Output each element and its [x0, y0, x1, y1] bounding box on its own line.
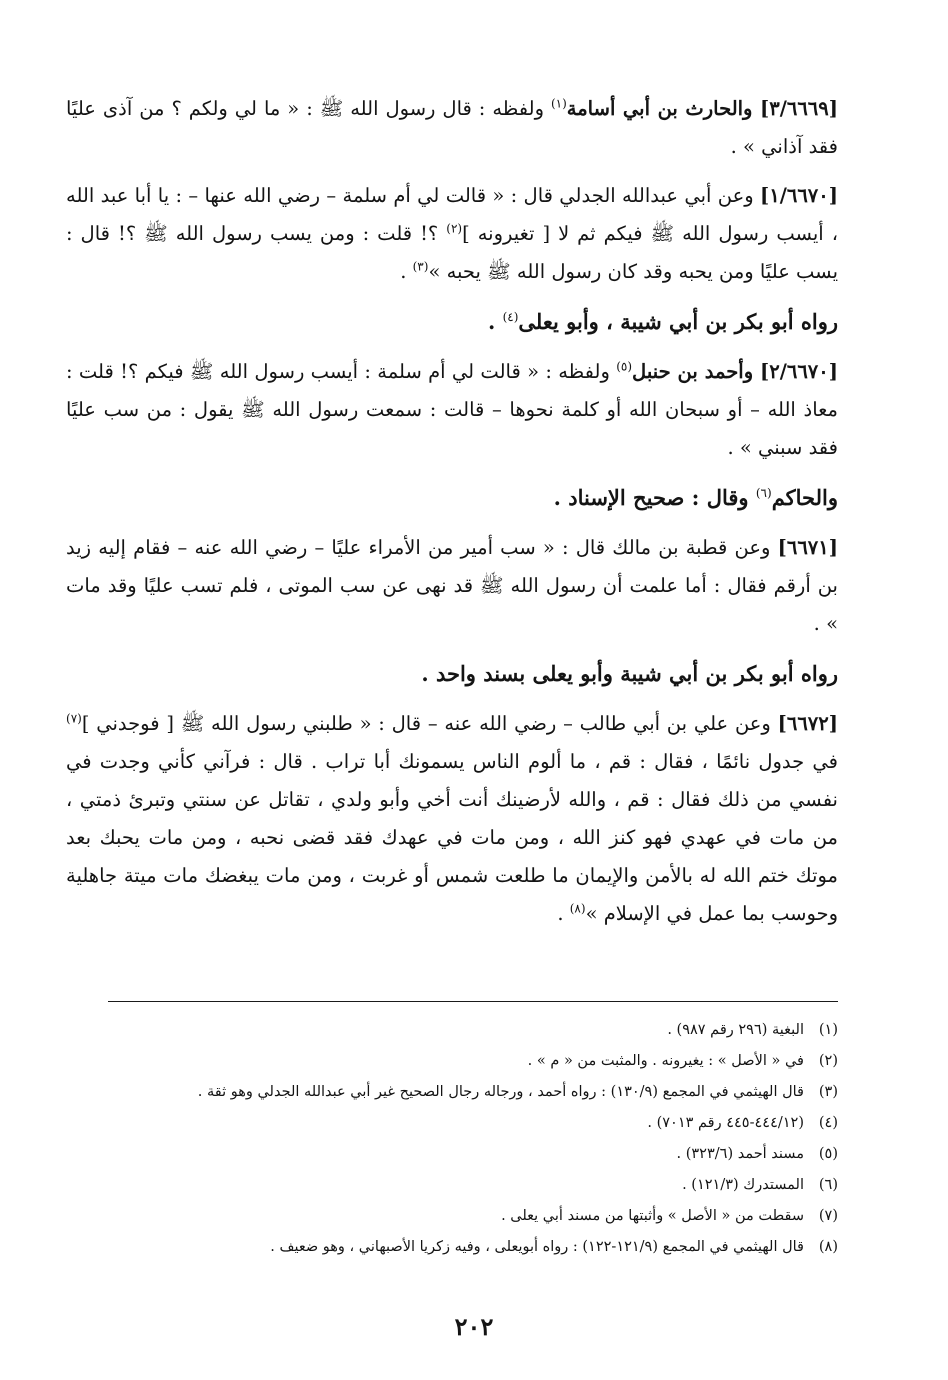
footnote-text: قال الهيثمي في المجمع (١٢١/٩-١٢٢) : رواه أبويعلى ، وفيه زكريا الأصبهاني ، وهو ضعيف .: [270, 1239, 804, 1255]
hadith-paragraph: [66, 529, 838, 643]
footnote-number: (٤): [818, 1115, 838, 1131]
footnote-item: [66, 1015, 838, 1046]
hadith-text: ولفظه : قال رسول الله ﷺ : « ما لي ولكم ؟ من آذى عليًا فقد آذاني » .: [66, 97, 838, 158]
footnote-number: (٢): [818, 1053, 838, 1069]
page-number: ٢٠٢: [454, 1312, 494, 1341]
footnote-ref[interactable]: (٥): [616, 359, 633, 374]
footnote-item: [66, 1139, 838, 1170]
source-text: والحاكم: [771, 485, 838, 510]
footnote-number: (٥): [818, 1146, 838, 1162]
hadith-text: وعن أبي عبدالله الجدلي قال : « قالت لي أم سلمة – رضي الله عنها – : يا أبا عبد الله ، أيسب رسول الله ﷺ فيكم ثم لا [ تغيرونه ]: [66, 184, 838, 245]
source-text: رواه أبو بكر بن أبي شيبة ، وأبو يعلى: [518, 309, 838, 334]
footnote-text: المستدرك (١٢١/٣) .: [682, 1177, 804, 1193]
hadith-number: [٣/٦٦٦٩] والحارث بن أبي أسامة: [566, 97, 838, 120]
hadith-number: [١/٦٦٧٠]: [760, 184, 838, 207]
footnote-number: (٨): [818, 1239, 838, 1255]
hadith-number: [٢/٦٦٧٠] وأحمد بن حنبل: [632, 360, 838, 383]
source-text: رواه أبو بكر بن أبي شيبة وأبو يعلى بسند واحد .: [421, 661, 838, 686]
footnote-text: في « الأصل » : يغيرونه . والمثبت من « م » .: [527, 1053, 804, 1069]
footnote-number: (٣): [818, 1084, 838, 1100]
hadith-text: ؟! قلت : ومن يسب رسول الله ﷺ ؟! قال : يسب عليًا ومن يحبه وقد كان رسول الله ﷺ يحبه »: [66, 222, 838, 283]
footnote-item: [66, 1077, 838, 1108]
hadith-text: ولفظه : « قالت لي أم سلمة : أيسب رسول الله ﷺ فيكم ؟! قلت : معاذ الله – أو سبحان الله أو كلمة نحوها – قالت : سمعت رسول الله ﷺ يقول : من سب عليًا فقد سبني » .: [66, 360, 838, 459]
footnote-item: [66, 1046, 838, 1077]
hadith-paragraph: [66, 705, 838, 933]
footnote-ref[interactable]: (٧): [66, 711, 82, 726]
footnote-text: البغية (٢٩٦ رقم ٩٨٧) .: [667, 1022, 804, 1038]
footnote-separator: [108, 1001, 838, 1002]
footnote-number: (١): [818, 1022, 838, 1038]
footnote-number: (٧): [818, 1208, 838, 1224]
footnote-number: (٦): [818, 1177, 838, 1193]
hadith-text: .: [400, 260, 413, 283]
source-text: وقال : صحيح الإسناد .: [553, 485, 756, 510]
source-line: [66, 302, 838, 342]
hadith-paragraph: [66, 177, 838, 291]
source-line: [66, 654, 838, 694]
footnote-ref[interactable]: (١): [550, 96, 567, 111]
footnote-ref[interactable]: (٣): [412, 259, 429, 274]
footnote-text: قال الهيثمي في المجمع (١٣٠/٩) : رواه أحمد ، ورجاله رجال الصحيح غير أبي عبدالله الجدلي وهو ثقة .: [197, 1084, 804, 1100]
footnote-item: [66, 1108, 838, 1139]
main-text: [66, 90, 838, 944]
footnote-item: [66, 1170, 838, 1201]
footnote-item: [66, 1232, 838, 1263]
hadith-number: [٦٦٧١]: [777, 536, 838, 559]
footnote-ref[interactable]: (٤): [502, 310, 519, 324]
hadith-text: .: [557, 902, 570, 925]
hadith-text: وعن علي بن أبي طالب – رضي الله عنه – قال : « طلبني رسول الله ﷺ [ فوجدني ]: [81, 712, 778, 735]
footnote-text: سقطت من « الأصل » وأثبتها من مسند أبي يعلى .: [501, 1208, 804, 1224]
source-text: .: [487, 309, 503, 334]
footnote-text: مسند أحمد (٣٢٣/٦) .: [676, 1146, 804, 1162]
source-line: [66, 478, 838, 518]
footnote-ref[interactable]: (٢): [446, 221, 463, 236]
footnote-text: (٤٤٤/١٢-٤٤٥ رقم ٧٠١٣) .: [647, 1115, 804, 1131]
footnote-item: [66, 1201, 838, 1232]
hadith-text: وعن قطبة بن مالك قال : « سب أمير من الأمراء عليًا – رضي الله عنه – فقام إليه زيد بن أرقم فقال : أما علمت أن رسول الله ﷺ قد نهى عن سب الموتى ، فلم تسب عليًا وقد مات » .: [66, 536, 838, 635]
hadith-number: [٦٦٧٢]: [777, 712, 838, 735]
footnote-ref[interactable]: (٨): [569, 901, 586, 916]
footnotes-list: [66, 1015, 838, 1263]
footnote-ref[interactable]: (٦): [755, 486, 772, 500]
hadith-text: في جدول نائمًا ، فقال : قم ، ما ألوم الناس يسمونك أبا تراب . قال : فرآني كأني وجدت في نفسي من ذلك فقال : قم ، والله لأرضينك أنت أخي وأبو ولدي ، تقاتل عن سنتي وتبرئ ذمتي ، من مات في عهدي فهو كنز الله ، ومن مات في عهدك فقد قضى نحبه ، ومن مات يحبك بعد موتك ختم الله له بالأمن والإيمان ما طلعت شمس أو غربت ، ومن مات يبغضك مات ميتة جاهلية وحوسب بما عمل في الإسلام »: [66, 750, 838, 925]
hadith-paragraph: [66, 353, 838, 467]
hadith-paragraph: [66, 90, 838, 166]
